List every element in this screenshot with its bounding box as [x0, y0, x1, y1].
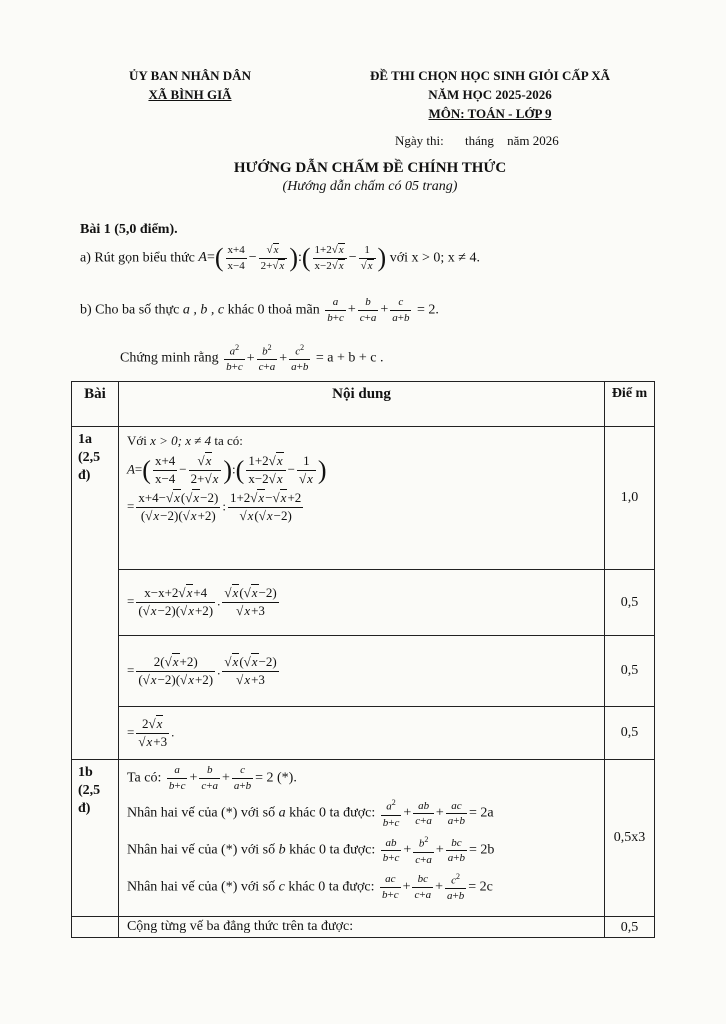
part-b-vars: a , b , c	[182, 302, 225, 318]
problem-heading: Bài 1 (5,0 điểm).	[80, 222, 178, 237]
step-1b-intro: Ta có:	[126, 770, 162, 786]
document-title: HƯỚNG DẪN CHẤM ĐỀ CHÍNH THỨC	[233, 160, 507, 176]
part-b-rhs: = 2.	[416, 302, 439, 318]
table-row	[72, 760, 655, 917]
result-b: = 2b	[469, 842, 495, 858]
step-1b-star: = 2 (*).	[255, 770, 297, 786]
grading-table	[71, 381, 655, 938]
score-1b: 0,5x3	[605, 760, 655, 917]
multiply-b-prefix: Nhân hai vế của (*) với số	[126, 842, 276, 858]
result-a: = 2a	[469, 805, 494, 821]
score-1a-step4: 0,5	[605, 707, 655, 760]
table-row	[72, 707, 655, 760]
step-1-line1: A=( $\frac{x+4}{x-4}$ − $\frac{√x}{2+√x}$ ):( $\frac{1+2√x}{x-2√x}$ − $\frac{1}{√x}$ )	[126, 452, 327, 486]
prove-rhs: = a + b + c .	[315, 350, 384, 366]
step-4: = $\frac{2√x}{√x+3}$ .	[118, 707, 604, 760]
exam-date-line	[395, 133, 559, 149]
multiply-a-tail: khác 0 ta được:	[289, 805, 376, 821]
var-c: c	[278, 879, 285, 895]
multiply-c-prefix: Nhân hai vế của (*) với số	[126, 879, 276, 895]
school-year-line: NĂM HỌC 2025-2026	[428, 87, 552, 102]
result-c: = 2c	[468, 879, 493, 895]
score-1a-step3: 0,5	[605, 636, 655, 707]
row-label-empty	[72, 917, 119, 938]
issuer-block	[110, 66, 270, 104]
multiply-b-tail: khác 0 ta được:	[289, 842, 376, 858]
table-row	[72, 917, 655, 938]
step-1-intro	[127, 431, 596, 452]
step-2: = $\frac{x-x+2√x+4}{(√x-2)(√x+2)}$ . $\frac{√x(√x-2)}{√x+3}$	[118, 570, 604, 636]
row-label-1a	[72, 427, 119, 760]
step-1b-line3: Nhân hai vế của (*) với số b khác 0 ta được: $\frac{ab}{b+c}$ + $\frac{b^2}{c+a}$ + $\frac{bc}{a+b}$ = 2b	[126, 835, 495, 866]
document-subtitle: (Hướng dẫn chấm có 05 trang)	[282, 179, 458, 194]
part-a-prefix: a) Rút gọn biểu thức	[80, 250, 195, 266]
expression-a: A=( $\frac{x+4}{x-4}$ − $\frac{√x}{2+√x}$ ):( $\frac{1+2√x}{x-2√x}$ − $\frac{1}{√x}$ )	[198, 243, 387, 273]
table-header-row	[72, 382, 655, 427]
step-1-intro-suffix: ta có:	[214, 433, 243, 448]
row-label-1b	[72, 760, 119, 917]
header-bai: Bài	[72, 382, 119, 427]
table-row	[72, 636, 655, 707]
step-1b-line4: Nhân hai vế của (*) với số c khác 0 ta được: $\frac{ac}{b+c}$ + $\frac{bc}{c+a}$ + $\frac{c^2}{a+b}$ = 2c	[126, 872, 493, 903]
step-3: = $\frac{2(√x+2)}{(√x-2)(√x+2)}$ . $\frac{√x(√x-2)}{√x+3}$	[118, 636, 604, 707]
exam-title-line: ĐỀ THI CHỌN HỌC SINH GIỎI CẤP XÃ	[370, 68, 610, 83]
part-b-prefix: b) Cho ba số thực	[80, 302, 180, 318]
year-label: năm 2026	[507, 133, 559, 148]
month-label: tháng	[465, 133, 494, 148]
part-a	[80, 244, 480, 272]
table-row	[72, 570, 655, 636]
score-1a-step1: 1,0	[605, 427, 655, 570]
row-label-1a-text: 1a (2,5 đ)	[78, 432, 101, 483]
condition-expression: $\frac{a}{b+c}$ + $\frac{b}{c+a}$ + $\frac{c}{a+b}$	[327, 296, 410, 324]
subject-line: MÔN: TOÁN - LỚP 9	[428, 106, 552, 121]
score-sum-step: 0,5	[605, 917, 655, 938]
sum-step: Cộng từng vế ba đẳng thức trên ta được:	[118, 917, 604, 938]
var-a: a	[278, 805, 286, 821]
step-1-line2: = $\frac{x+4-√x(√x-2)}{(√x-2)(√x+2)}$ : $\frac{1+2√x-√x+2}{√x(√x-2)}$	[126, 489, 302, 523]
issuer-line2: XÃ BÌNH GIÃ	[148, 87, 232, 102]
header-diem: Điể m	[605, 382, 655, 427]
prove-prefix: Chứng minh rằng	[120, 350, 219, 366]
score-1a-step2: 0,5	[605, 570, 655, 636]
step-1-intro-cond: x > 0; x ≠ 4	[150, 433, 212, 448]
table-row	[72, 427, 655, 570]
prove-line	[120, 343, 383, 374]
step-1b-line1: Ta có: $\frac{a}{b+c}$ + $\frac{b}{c+a}$ + $\frac{c}{a+b}$ = 2 (*).	[126, 764, 297, 792]
step-1b	[118, 760, 604, 917]
exam-info-block	[340, 66, 640, 123]
header-noidung: Nội dung	[118, 382, 604, 427]
part-a-condition: x > 0; x ≠ 4.	[411, 250, 480, 266]
step-1	[118, 427, 604, 570]
prove-expression: $\frac{a^2}{b+c}$ + $\frac{b^2}{c+a}$ + $\frac{c^2}{a+b}$	[226, 343, 309, 374]
row-label-1b-text: 1b (2,5 đ)	[78, 765, 101, 816]
var-b: b	[278, 842, 286, 858]
exam-date-label: Ngày thi:	[395, 133, 444, 148]
multiply-c-tail: khác 0 ta được:	[288, 879, 375, 895]
multiply-a-prefix: Nhân hai vế của (*) với số	[126, 805, 276, 821]
step-1-intro-prefix: Với	[126, 433, 147, 448]
issuer-line1: ỦY BAN NHÂN DÂN	[129, 68, 251, 83]
part-a-suffix: với	[389, 250, 408, 266]
step-1b-line2: Nhân hai vế của (*) với số a khác 0 ta được: $\frac{a^2}{b+c}$ + $\frac{ab}{c+a}$ + $\frac{ac}{a+b}$ = 2a	[126, 798, 494, 829]
part-b-middle: khác 0 thoả mãn	[227, 302, 320, 318]
part-b	[80, 296, 439, 324]
